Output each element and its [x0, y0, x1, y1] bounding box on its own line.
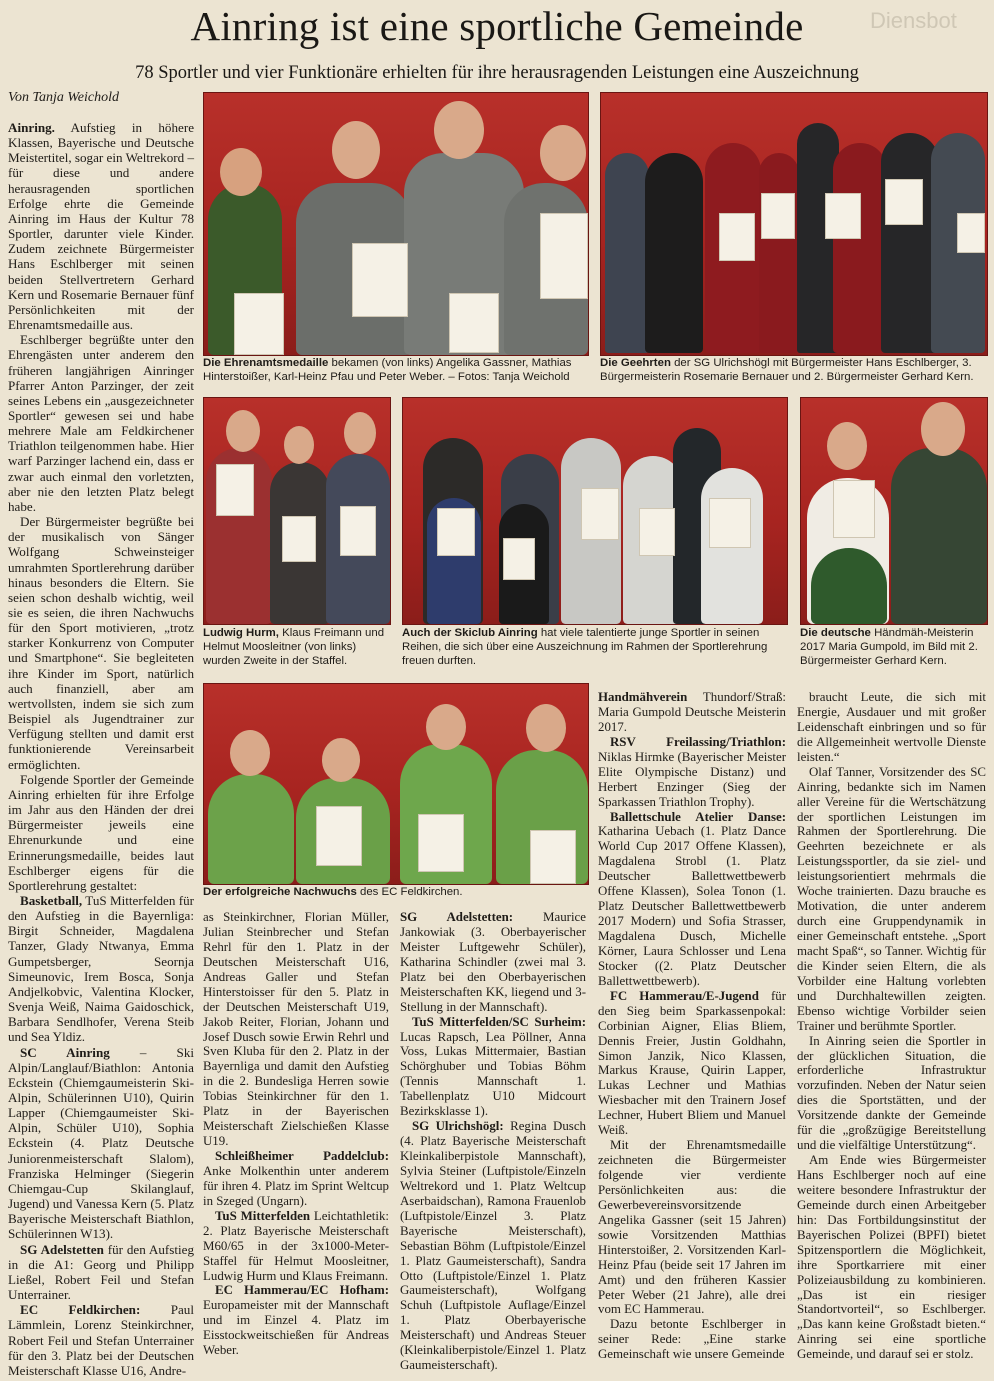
paragraph-text: Aufstieg in höhere Klassen, Bayerische und Deutsche Meistertitel, sogar ein Weltrekord – für diese und andere herausragenden sportlichen Erfolge ehrte die Gemeinde Ainring im Haus der Kultur 78 Sportler, darunter viele Kinder. Zudem zeichnete Bürgermeister Hans Eschlberger mit seinen beiden Stellvertretern Gerhard Kern und Rosemarie Bernauer fünf Persönlichkeiten mit der Ehrenamtsmedaille aus. — [8, 120, 194, 333]
paragraph-text: Mit der Ehrenamtsmedaille zeichneten die Bürgermeister folgende vier verdiente Persönlichkeiten aus: die Gewerbevereinsvorsitzende Angelika Gassner (seit 15 Jahren) sowie Vorsitzenden Matthias Hinterstoißer, 2. Vorsitzenden Karl-Heinz Pfau (beide seit 17 Jahren im Amt) und den früheren Kassier Peter Weber (21 Jahre), alle drei vom EC Hammerau. — [598, 1138, 786, 1317]
article-paragraph — [797, 765, 986, 1034]
article-subtitle: 78 Sportler und vier Funktionäre erhielten für ihre herausragenden Leistungen eine Auszeichnung — [135, 63, 859, 83]
article-paragraph — [203, 1283, 389, 1358]
paragraph-text: In Ainring seien die Sportler in der glücklichen Situation, die erforderliche Infrastruktur vorzufinden. Neben der Natur seien dies die Sportstätten, und der Vorsitzende dankte der Gemeinde für die „großzügige Bereitstellung und die vielfältige Unterstützung“. — [797, 1033, 986, 1153]
article-column-4 — [598, 690, 786, 1362]
caption-photo-1: Die Ehrenamtsmedaille bekamen (von links) Angelika Gassner, Mathias Hinterstoißer, Karl-Heinz Pfau und Peter Weber. – Fotos: Tanja Weichold — [203, 357, 572, 384]
article-paragraph — [8, 514, 194, 772]
paragraph-text: Eschlberger begrüßte unter den Ehrengästen unter anderem den früheren langjährigen Ainringer Pfarrer Anton Parzinger, der zeit seines Lebens ein „ausgezeichneter Sportler“ gewesen sei und habe mehrere Male am Feldkirchener Triathlon teilgenommen habe. Hier warf Parzinger lachend ein, dass er zwar auch einmal den vorletzten, aber nie den letzten Platz belegt habe. — [8, 332, 194, 514]
photo-ec-feldkirchen — [203, 683, 589, 885]
article-paragraph — [8, 1242, 194, 1303]
article-title: Ainring ist eine sportliche Gemeinde — [190, 3, 804, 49]
byline: Von Tanja Weichold — [8, 90, 119, 105]
paragraph-text: für den Aufstieg in die A1: Georg und Philipp Ließel, Robert Feil und Stefan Unterrainer. — [8, 1241, 194, 1303]
paragraph-text: TuS Mitterfelden für den Aufstieg in die Bayernliga: Birgit Schneider, Magdalena Tanzer, Glady Ntwanya, Emma Gumpetsberger, Seornja Simeunovic, Irem Bosca, Sonja Andjelkobvic, Valentina Klocker, Svenja Weiß, Naima Gaidoschick, Barbara Sendlhofer, Verena Steib und Sea Yldiz. — [8, 892, 194, 1045]
paragraph-text: Thundorf/Straß: Maria Gumpold Deutsche Meisterin 2017. — [598, 690, 786, 734]
paragraph-text: für den Sieg beim Sparkassenpokal: Corbinian Aigner, Elias Bliem, Dennis Freier, Justin Goldhahn, Simon Janzik, Nico Klassen, Markus Krause, Quirin Lapper, Lukas Lechner und Mathias Wiesbacher mit den Trainern Josef Lechner, Hubert Bliem und Manuel Weiß. — [598, 988, 786, 1138]
article-paragraph — [400, 910, 586, 1015]
caption-photo-3: Ludwig Hurm, Klaus Freimann und Helmut Moosleitner (von links) wurden Zweite in der Staffel. — [203, 627, 385, 668]
paragraph-lead: EC Hammerau/EC Hofham: — [215, 1283, 389, 1298]
article-paragraph — [8, 120, 194, 332]
paragraph-text: – Ski Alpin/Langlauf/Biathlon: Antonia Eckstein (Chiemgaumeisterin Ski-Alpin, Schülerinnen U10), Quirin Lapper (Chiemgaumeister Ski-Alpin, Schüler U10), Sophia Eckstein (4. Platz Deutsche Juniorenmeisterschaft Slalom), Franziska Helminger (Siegerin Chiemgau-Cup Skilanglauf, Jugend) und Vanessa Kern (5. Platz Bayerische Meisterschaft Biathlon, Schülerinnen W13). — [8, 1044, 194, 1242]
paragraph-text: Dazu betonte Eschlberger in seiner Rede: „Eine starke Gemeinschaft wie unsere Gemeinde — [598, 1317, 786, 1362]
article-paragraph — [797, 1034, 986, 1154]
article-paragraph — [203, 910, 389, 1149]
paragraph-text: Der Bürgermeister begrüßte bei der musikalisch von Sänger Wolfgang Schweinsteiger umrahmten Sportlerehrung darüber hinaus besonders die Eltern. Sie seien schon deshalb wichtig, weil sie es seien, die ihren Nachwuchs für den Sport motivieren, „trotz starker Konkurrenz von Computer und Smartphone“. Sie begleiteten ihre Kinder im Sport, natürlich auch finanziell, aber am wertvollsten, indem sie sich zum Beispiel als Jugendtrainer zur Verfügung stellten und damit erst funktionierende Vereinsarbeit ermöglichten. — [8, 514, 194, 772]
paragraph-lead: Ainring. — [8, 120, 55, 135]
paragraph-text: Lucas Rapsch, Lea Pöllner, Anna Voss, Lukas Mittermaier, Bastian Schörghuber und Tobias Böhm (Tennis Mannschaft 1. Tabellenplatz U10 Midcourt Bezirksklasse 1). — [400, 1029, 586, 1119]
photo-maria-gumpold — [800, 397, 988, 625]
article-paragraph — [598, 735, 786, 810]
article-paragraph — [203, 1209, 389, 1284]
article-paragraph — [203, 1149, 389, 1209]
paragraph-lead: RSV Freilassing/Triathlon: — [610, 734, 786, 749]
paragraph-lead: SG Ulrichshögl: — [412, 1119, 504, 1134]
article-paragraph — [400, 1119, 586, 1373]
article-paragraph — [8, 893, 194, 1045]
caption-photo-2: Die Geehrten der SG Ulrichshögl mit Bürgermeister Hans Eschlberger, 3. Bürgermeisterin Rosemarie Bernauer und 2. Bürgermeister Gerhard Kern. — [600, 357, 974, 384]
paragraph-lead: SG Adelstetten — [20, 1241, 104, 1257]
photo-sg-ulrichshoegl — [600, 92, 988, 356]
paragraph-text: Anke Molkenthin unter anderem für ihren 4. Platz im Sprint Weltcup in Szeged (Ungarn). — [203, 1163, 389, 1208]
caption-photo-6: Der erfolgreiche Nachwuchs des EC Feldkirchen. — [203, 886, 463, 898]
paragraph-text: as Steinkirchner, Florian Müller, Julian Steinbrecher und Stefan Rehrl für den 1. Platz in der Deutschen Meisterschaft U16, Andreas Galler und Stefan Hinterstoisser für den 5. Platz in der Deutschen Meisterschaft U19, Jakob Reiter, Florian, Johann und Josef Dusch sowie Erwin Rehrl und Sven Kluba für den 2. Platz in der Bayernliga und damit den Aufstieg in die 2. Bundesliga Herren sowie Tobias Steinkirchner für den 1. Platz in der Bayerischen Meisterschaft Zielschießen Klasse U19. — [203, 910, 389, 1149]
article-paragraph — [8, 1302, 194, 1378]
paragraph-text: Leichtathletik: 2. Platz Bayerische Meisterschaft M60/65 in der 3x1000-Meter-Staffel für Helmut Moosleitner, Ludwig Hurm und Klaus Freimann. — [203, 1208, 389, 1283]
paragraph-lead: TuS Mitterfelden — [215, 1208, 311, 1223]
paragraph-lead: Handmähverein — [598, 690, 688, 704]
caption-photo-5: Die deutsche Händmäh-Meisterin 2017 Maria Gumpold, im Bild mit 2. Bürgermeister Gerhard Kern. — [800, 627, 978, 668]
paragraph-text: braucht Leute, die sich mit Energie, Ausdauer und mit großer Leidenschaft einbringen und so für die Allgemeinheit wertvolle Dienste leisten.“ — [797, 690, 986, 764]
article-paragraph — [8, 332, 194, 514]
paragraph-lead: SC Ainring — [20, 1044, 110, 1060]
article-column-5 — [797, 690, 986, 1362]
article-column-2 — [203, 910, 389, 1358]
article-paragraph — [797, 690, 986, 765]
photo-skiclub-ainring — [402, 397, 788, 625]
article-paragraph — [8, 772, 194, 893]
photo-ehrenamtsmedaille — [203, 92, 589, 356]
article-paragraph — [598, 1138, 786, 1317]
paragraph-text: Paul Lämmlein, Lorenz Steinkirchner, Robert Feil und Stefan Unterrainer für den 3. Platz bei der Deutschen Meisterschaft Klasse U16, Andre- — [8, 1302, 194, 1378]
paragraph-text: Olaf Tanner, Vorsitzender des SC Ainring, bedankte sich im Namen aller Vereine für die Wertschätzung der sportlichen Leistungen im Rahmen der Sportlerehrung. Die Geehrten bezeichnete er als Leistungssportler, da sie ziel- und leistungsorientiert mehrmals die Woche trainierten. Dazu brauche es Motivation, die unter anderem durch eine Gruppendynamik in einer Gemeinschaft entstehe. „Sport macht Spaß“, so Tanner. Wichtig für die Kinder seien Eltern, die als Vorbilder eine Haltung vorlebten und Durchhaltewillen zeigten. Ebenso wichtige Vorbilder seien Trainer und berühmte Sportler. — [797, 764, 986, 1033]
paragraph-lead: EC Feldkirchen: — [20, 1302, 141, 1318]
paragraph-text: Regina Dusch (4. Platz Bayerische Meisterschaft Kleinkaliberpistole Mannschaft), Sylvia Steiner (Luftpistole/Einzeln Weltrekord und 1. Platz Weltcup Aserbaidschan), Ramona Frauenlob (Luftpistole/Einzel 3. Platz Bayerische Meisterschaft), Sebastian Böhm (Luftpistole/Einzel 1. Platz Gaumeisterschaft), Sandra Otto (Luftpistole/Einzel 1. Platz Gaumeisterschaft), Wolfgang Schuh (Luftpistole Auflage/Einzel 1. Platz Oberbayerische Meisterschaft) und Andreas Steuer (Kleinkaliberpistole/Einzel 1. Platz Gaumeisterschaft). — [400, 1119, 586, 1373]
caption-photo-4: Auch der Skiclub Ainring hat viele talentierte junge Sportler in seinen Reihen, die sich über eine Auszeichnung im Rahmen der Sportlerehrung freuen durften. — [402, 627, 768, 668]
article-paragraph — [598, 989, 786, 1138]
paragraph-lead: FC Hammerau/E-Jugend — [610, 988, 759, 1003]
paragraph-text: Maurice Jankowiak (3. Oberbayerischer Meister Luftgewehr Schüler), Katharina Schindler (zwei mal 3. Platz bei den Oberbayerischen Meisterschaften KK, liegend und 3-Stellung in der Mannschaft). — [400, 910, 586, 1014]
article-paragraph — [797, 1153, 986, 1362]
paragraph-lead: Ballettschule Atelier Danse: — [610, 809, 786, 824]
photo-staffel — [203, 397, 391, 625]
ghost-text: Diensbot — [870, 8, 957, 33]
article-paragraph — [598, 810, 786, 989]
paragraph-text: Niklas Hirmke (Bayerischer Meister Elite Olympische Distanz) und Herbert Enzinger (Sieg der Sparkassen Triathlon Trophy). — [598, 749, 786, 809]
article-paragraph — [598, 690, 786, 735]
article-column-1 — [8, 120, 194, 1378]
paragraph-lead: Schleißheimer Paddelclub: — [215, 1149, 389, 1163]
article-paragraph — [8, 1045, 194, 1242]
article-column-3 — [400, 910, 586, 1373]
paragraph-text: Katharina Uebach (1. Platz Dance World Cup 2017 Offene Klassen), Magdalena Strobl (1. Platz Deutscher Ballettwettbewerb Offene Klassen), Solea Tonon (1. Platz Deutscher Ballettwettbewerb 2017 Modern) und Sofia Strasser, Magdalena Dusch, Michelle Körner, Laura Schlosser und Lena Stocker ((2. Platz Deutscher Ballettwettbewerb). — [598, 824, 786, 988]
article-paragraph — [598, 1317, 786, 1362]
paragraph-text: Folgende Sportler der Gemeinde Ainring erhielten für ihre Erfolge im Jahr aus den Händen der drei Bürgermeister jeweils eine Ehrenurkunde und eine Erinnerungsmedaille, beides laut Eschlberger eigens für die Sportlerehrung gestaltet: — [8, 771, 194, 893]
paragraph-lead: SG Adelstetten: — [400, 910, 514, 924]
paragraph-text: Europameister mit der Mannschaft und im Einzel 4. Platz im Eisstockweitschießen für Andreas Weber. — [203, 1298, 389, 1358]
article-paragraph — [400, 1015, 586, 1120]
paragraph-lead: Basketball, — [20, 892, 83, 908]
paragraph-text: Am Ende wies Bürgermeister Hans Eschlberger noch auf eine weitere besondere Infrastruktur der Gemeinde durch einen Arbeitgeber hin: Das Fortbildungsinstitut der Bayerischen Polizei (BPFI) bietet Spitzensportlern die Möglichkeit, ihre Sportkarriere mit einer Polizeiausbildung zu kombinieren. „Das ist ein riesiger Standortvorteil“, so Eschlberger. „Das kann keine Großstadt bieten.“ Ainring sei eine sportliche Gemeinde, und darauf sei er stolz. — [797, 1153, 986, 1362]
paragraph-lead: TuS Mitterfelden/SC Surheim: — [412, 1014, 586, 1029]
